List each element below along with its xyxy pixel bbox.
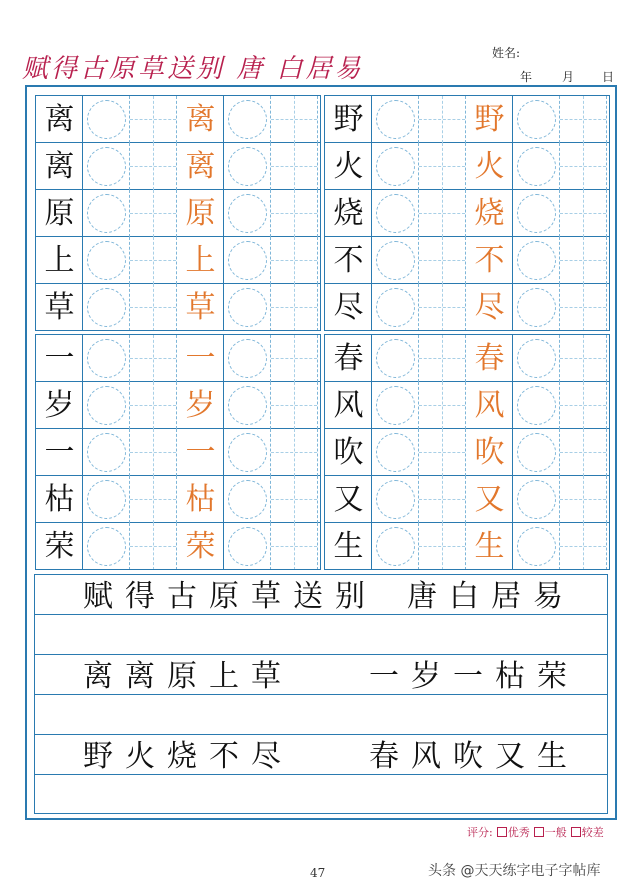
- grid-cell[interactable]: [271, 523, 318, 570]
- grid-cell: [36, 476, 83, 523]
- grid-cell: [177, 335, 224, 382]
- grid-cell: [177, 476, 224, 523]
- grid-cell: [466, 476, 513, 523]
- grid-cell[interactable]: [372, 382, 419, 429]
- average-checkbox[interactable]: [534, 827, 544, 837]
- grid-cell[interactable]: [513, 143, 560, 190]
- grid-cell: [325, 190, 372, 237]
- grid-cell[interactable]: [560, 143, 607, 190]
- trace-char: 原: [185, 196, 216, 231]
- guide-line: [294, 382, 295, 429]
- grid-cell: [466, 96, 513, 143]
- grid-row: [36, 523, 320, 570]
- poor-label: 较差: [581, 826, 604, 839]
- model-char: 荣: [44, 529, 75, 564]
- grid-cell[interactable]: [513, 382, 560, 429]
- grid-cell: [325, 335, 372, 382]
- grid-cell[interactable]: [419, 237, 466, 284]
- guide-circle: [376, 147, 415, 186]
- grid-row: [36, 190, 320, 237]
- grid-cell[interactable]: [83, 523, 130, 570]
- guide-circle: [517, 288, 556, 327]
- model-char: 原: [44, 196, 75, 231]
- grid-cell[interactable]: [560, 335, 607, 382]
- grid-cell[interactable]: [419, 429, 466, 476]
- guide-line: [153, 190, 154, 237]
- grid-cell: [325, 237, 372, 284]
- grid-cell[interactable]: [83, 476, 130, 523]
- guide-line: [442, 284, 443, 331]
- grid-cell[interactable]: [372, 523, 419, 570]
- guide-line: [153, 523, 154, 570]
- grid-cell[interactable]: [419, 96, 466, 143]
- grid-cell: [325, 429, 372, 476]
- grid-cell: [177, 429, 224, 476]
- trace-char: 荣: [185, 529, 216, 564]
- guide-line: [294, 335, 295, 382]
- model-char: 生: [333, 529, 364, 564]
- grid-cell: [466, 429, 513, 476]
- grid-cell[interactable]: [419, 284, 466, 331]
- grid-cell: [36, 190, 83, 237]
- grid-cell[interactable]: [130, 284, 177, 331]
- guide-line: [583, 382, 584, 429]
- trace-char: 岁: [185, 388, 216, 423]
- grid-cell: [36, 284, 83, 331]
- grid-cell[interactable]: [372, 284, 419, 331]
- grid-cell: [325, 96, 372, 143]
- trace-char: 又: [474, 482, 505, 517]
- day-label: 日: [602, 70, 615, 84]
- guide-circle: [87, 480, 126, 519]
- grid-cell: [36, 143, 83, 190]
- grid-cell[interactable]: [130, 190, 177, 237]
- grid-cell[interactable]: [513, 96, 560, 143]
- month-label: 月: [562, 70, 575, 84]
- grid-cell[interactable]: [224, 143, 271, 190]
- guide-circle: [376, 241, 415, 280]
- trace-char: 尽: [474, 290, 505, 325]
- model-char: 草: [44, 290, 75, 325]
- grid-cell[interactable]: [419, 523, 466, 570]
- grid-cell: [36, 96, 83, 143]
- guide-circle: [87, 100, 126, 139]
- grid-cell: [325, 143, 372, 190]
- guide-circle: [517, 241, 556, 280]
- model-char: 烧: [333, 196, 364, 231]
- guide-circle: [87, 288, 126, 327]
- grid-cell[interactable]: [560, 429, 607, 476]
- guide-line: [294, 429, 295, 476]
- guide-circle: [87, 241, 126, 280]
- worksheet-frame: [25, 85, 617, 820]
- guide-line: [583, 143, 584, 190]
- grid-cell[interactable]: [513, 284, 560, 331]
- guide-line: [153, 476, 154, 523]
- model-char: 风: [333, 388, 364, 423]
- guide-circle: [517, 480, 556, 519]
- guide-circle: [228, 241, 267, 280]
- grid-cell[interactable]: [372, 237, 419, 284]
- guide-circle: [376, 433, 415, 472]
- guide-line: [442, 237, 443, 284]
- guide-circle: [87, 147, 126, 186]
- model-char: 不: [333, 243, 364, 278]
- trace-char: 吹: [474, 435, 505, 470]
- grid-cell[interactable]: [372, 476, 419, 523]
- grid-cell: [325, 476, 372, 523]
- writing-line[interactable]: [35, 615, 607, 655]
- guide-line: [294, 143, 295, 190]
- grid-row: [36, 429, 320, 476]
- grid-cell[interactable]: [513, 237, 560, 284]
- guide-circle: [87, 527, 126, 566]
- grid-cell[interactable]: [513, 429, 560, 476]
- trace-char: 一: [185, 341, 216, 376]
- line-text-right: 一岁一枯荣: [369, 659, 579, 694]
- grid-cell[interactable]: [224, 237, 271, 284]
- guide-line: [583, 96, 584, 143]
- grid-cell[interactable]: [224, 190, 271, 237]
- excellent-checkbox[interactable]: [497, 827, 507, 837]
- grid-cell[interactable]: [130, 382, 177, 429]
- guide-circle: [87, 194, 126, 233]
- trace-char: 不: [474, 243, 505, 278]
- year-label: 年: [520, 70, 533, 84]
- grid-cell[interactable]: [130, 237, 177, 284]
- guide-line: [153, 284, 154, 331]
- guide-circle: [228, 433, 267, 472]
- guide-line: [583, 190, 584, 237]
- grid-cell[interactable]: [83, 190, 130, 237]
- guide-circle: [376, 386, 415, 425]
- grid-cell[interactable]: [271, 96, 318, 143]
- grid-cell[interactable]: [560, 284, 607, 331]
- grid-cell[interactable]: [130, 143, 177, 190]
- model-char: 又: [333, 482, 364, 517]
- guide-circle: [228, 147, 267, 186]
- grid-cell[interactable]: [83, 335, 130, 382]
- grid-cell[interactable]: [372, 96, 419, 143]
- grid-cell[interactable]: [271, 476, 318, 523]
- grid-cell[interactable]: [130, 429, 177, 476]
- guide-line: [294, 190, 295, 237]
- guide-line: [583, 429, 584, 476]
- writing-line[interactable]: [35, 775, 607, 815]
- grid-cell[interactable]: [130, 523, 177, 570]
- guide-circle: [517, 433, 556, 472]
- trace-char: 上: [185, 243, 216, 278]
- guide-line: [583, 476, 584, 523]
- grid-cell[interactable]: [513, 476, 560, 523]
- trace-char: 野: [474, 102, 505, 137]
- grid-cell[interactable]: [130, 96, 177, 143]
- trace-char: 火: [474, 149, 505, 184]
- grid-row: [325, 523, 609, 570]
- grid-cell: [36, 429, 83, 476]
- grid-cell: [36, 382, 83, 429]
- guide-circle: [228, 527, 267, 566]
- grid-cell[interactable]: [419, 143, 466, 190]
- guide-circle: [517, 339, 556, 378]
- grid-cell: [325, 382, 372, 429]
- page-number: 47: [310, 866, 326, 880]
- model-char: 离: [44, 149, 75, 184]
- line-text-left: 野火烧不尽: [83, 739, 293, 774]
- grid-row: [36, 96, 320, 143]
- grid-cell[interactable]: [513, 335, 560, 382]
- guide-circle: [517, 147, 556, 186]
- grid-cell[interactable]: [560, 96, 607, 143]
- guide-line: [583, 335, 584, 382]
- writing-line[interactable]: [35, 655, 607, 695]
- guide-line: [153, 96, 154, 143]
- grid-cell[interactable]: [271, 143, 318, 190]
- trace-char: 一: [185, 435, 216, 470]
- trace-char: 风: [474, 388, 505, 423]
- model-char: 一: [44, 435, 75, 470]
- model-char: 野: [333, 102, 364, 137]
- grid-cell[interactable]: [130, 335, 177, 382]
- model-char: 尽: [333, 290, 364, 325]
- guide-circle: [376, 100, 415, 139]
- guide-circle: [376, 339, 415, 378]
- guide-line: [442, 96, 443, 143]
- grid-cell[interactable]: [83, 143, 130, 190]
- guide-line: [294, 237, 295, 284]
- grid-cell[interactable]: [224, 284, 271, 331]
- grid-cell[interactable]: [372, 143, 419, 190]
- guide-circle: [517, 194, 556, 233]
- guide-line: [294, 96, 295, 143]
- practice-panel: [35, 334, 321, 570]
- grid-row: [325, 96, 609, 143]
- model-char: 离: [44, 102, 75, 137]
- guide-circle: [87, 386, 126, 425]
- page-title: 赋得古原草送别 唐 白居易: [22, 54, 364, 84]
- grid-row: [325, 335, 609, 382]
- model-char: 一: [44, 341, 75, 376]
- practice-panel: [35, 95, 321, 331]
- grid-cell[interactable]: [560, 382, 607, 429]
- trace-char: 春: [474, 341, 505, 376]
- excellent-label: 优秀: [507, 826, 530, 839]
- average-label: 一般: [544, 826, 567, 839]
- guide-circle: [376, 288, 415, 327]
- grid-cell[interactable]: [224, 476, 271, 523]
- grid-row: [325, 284, 609, 331]
- grid-cell: [466, 143, 513, 190]
- guide-line: [153, 335, 154, 382]
- guide-circle: [376, 527, 415, 566]
- grid-cell[interactable]: [560, 190, 607, 237]
- model-char: 吹: [333, 435, 364, 470]
- grid-cell: [466, 237, 513, 284]
- grid-cell: [177, 382, 224, 429]
- trace-char: 生: [474, 529, 505, 564]
- guide-line: [442, 143, 443, 190]
- guide-line: [153, 143, 154, 190]
- grid-cell[interactable]: [560, 237, 607, 284]
- guide-line: [294, 284, 295, 331]
- guide-circle: [228, 288, 267, 327]
- line-text-right: 春风吹又生: [369, 739, 579, 774]
- grid-cell: [36, 523, 83, 570]
- model-char: 上: [44, 243, 75, 278]
- line-text-right: 唐白居易: [407, 579, 575, 614]
- grid-cell[interactable]: [83, 429, 130, 476]
- grid-row: [36, 382, 320, 429]
- grid-cell[interactable]: [224, 335, 271, 382]
- grid-cell: [325, 284, 372, 331]
- grid-row: [325, 382, 609, 429]
- guide-circle: [517, 527, 556, 566]
- grid-cell[interactable]: [271, 429, 318, 476]
- grid-cell: [36, 237, 83, 284]
- grid-cell[interactable]: [560, 523, 607, 570]
- grid-cell: [466, 382, 513, 429]
- model-char: 春: [333, 341, 364, 376]
- grid-row: [325, 143, 609, 190]
- guide-line: [583, 284, 584, 331]
- grid-cell[interactable]: [224, 523, 271, 570]
- guide-circle: [376, 194, 415, 233]
- model-char: 枯: [44, 482, 75, 517]
- evaluation-row: [467, 824, 604, 840]
- grid-cell: [177, 96, 224, 143]
- grid-cell[interactable]: [271, 382, 318, 429]
- guide-circle: [517, 386, 556, 425]
- trace-char: 枯: [185, 482, 216, 517]
- grid-cell[interactable]: [83, 237, 130, 284]
- guide-circle: [376, 480, 415, 519]
- grid-cell[interactable]: [271, 237, 318, 284]
- trace-char: 离: [185, 102, 216, 137]
- grid-cell[interactable]: [83, 382, 130, 429]
- practice-panel: [324, 334, 610, 570]
- guide-line: [583, 237, 584, 284]
- grid-row: [36, 284, 320, 331]
- guide-line: [442, 523, 443, 570]
- grid-cell[interactable]: [372, 335, 419, 382]
- grid-cell[interactable]: [513, 190, 560, 237]
- writing-line[interactable]: [35, 735, 607, 775]
- evaluation-label: 评分:: [467, 826, 493, 839]
- guide-line: [442, 429, 443, 476]
- grid-cell: [466, 523, 513, 570]
- guide-line: [442, 335, 443, 382]
- guide-circle: [87, 339, 126, 378]
- guide-circle: [228, 194, 267, 233]
- grid-cell[interactable]: [560, 476, 607, 523]
- grid-cell: [177, 190, 224, 237]
- line-text-left: 赋得古原草送别: [83, 579, 377, 614]
- grid-cell[interactable]: [83, 96, 130, 143]
- guide-line: [583, 523, 584, 570]
- guide-line: [153, 382, 154, 429]
- grid-cell[interactable]: [419, 190, 466, 237]
- grid-row: [325, 190, 609, 237]
- trace-char: 草: [185, 290, 216, 325]
- grid-cell[interactable]: [419, 476, 466, 523]
- guide-circle: [228, 339, 267, 378]
- watermark: 头条 @天天练字电子字帖库: [428, 863, 601, 879]
- grid-cell: [466, 190, 513, 237]
- trace-char: 离: [185, 149, 216, 184]
- guide-circle: [87, 433, 126, 472]
- grid-cell[interactable]: [224, 382, 271, 429]
- grid-cell[interactable]: [271, 190, 318, 237]
- guide-circle: [228, 100, 267, 139]
- grid-row: [325, 429, 609, 476]
- grid-cell: [177, 143, 224, 190]
- trace-char: 烧: [474, 196, 505, 231]
- name-label: 姓名:: [492, 46, 521, 60]
- grid-cell[interactable]: [372, 429, 419, 476]
- writing-area: [34, 574, 608, 814]
- grid-cell: [466, 335, 513, 382]
- guide-line: [153, 237, 154, 284]
- guide-line: [153, 429, 154, 476]
- guide-circle: [228, 480, 267, 519]
- model-char: 岁: [44, 388, 75, 423]
- grid-cell: [177, 523, 224, 570]
- grid-cell[interactable]: [130, 476, 177, 523]
- grid-cell: [177, 284, 224, 331]
- grid-cell: [466, 284, 513, 331]
- grid-cell[interactable]: [372, 190, 419, 237]
- grid-row: [36, 237, 320, 284]
- grid-cell: [325, 523, 372, 570]
- guide-circle: [517, 100, 556, 139]
- grid-cell[interactable]: [513, 523, 560, 570]
- grid-row: [36, 143, 320, 190]
- guide-line: [294, 476, 295, 523]
- grid-row: [36, 476, 320, 523]
- grid-cell[interactable]: [83, 284, 130, 331]
- guide-line: [442, 382, 443, 429]
- guide-line: [294, 523, 295, 570]
- grid-row: [325, 237, 609, 284]
- grid-cell[interactable]: [419, 382, 466, 429]
- writing-line[interactable]: [35, 695, 607, 735]
- grid-cell[interactable]: [224, 429, 271, 476]
- grid-row: [325, 476, 609, 523]
- grid-cell[interactable]: [271, 335, 318, 382]
- guide-circle: [228, 386, 267, 425]
- practice-panel: [324, 95, 610, 331]
- grid-cell[interactable]: [271, 284, 318, 331]
- guide-line: [442, 476, 443, 523]
- poor-checkbox[interactable]: [571, 827, 581, 837]
- grid-cell[interactable]: [224, 96, 271, 143]
- grid-cell: [36, 335, 83, 382]
- model-char: 火: [333, 149, 364, 184]
- guide-line: [442, 190, 443, 237]
- writing-line[interactable]: [35, 575, 607, 615]
- grid-cell[interactable]: [419, 335, 466, 382]
- line-text-left: 离离原上草: [83, 659, 293, 694]
- grid-row: [36, 335, 320, 382]
- grid-cell: [177, 237, 224, 284]
